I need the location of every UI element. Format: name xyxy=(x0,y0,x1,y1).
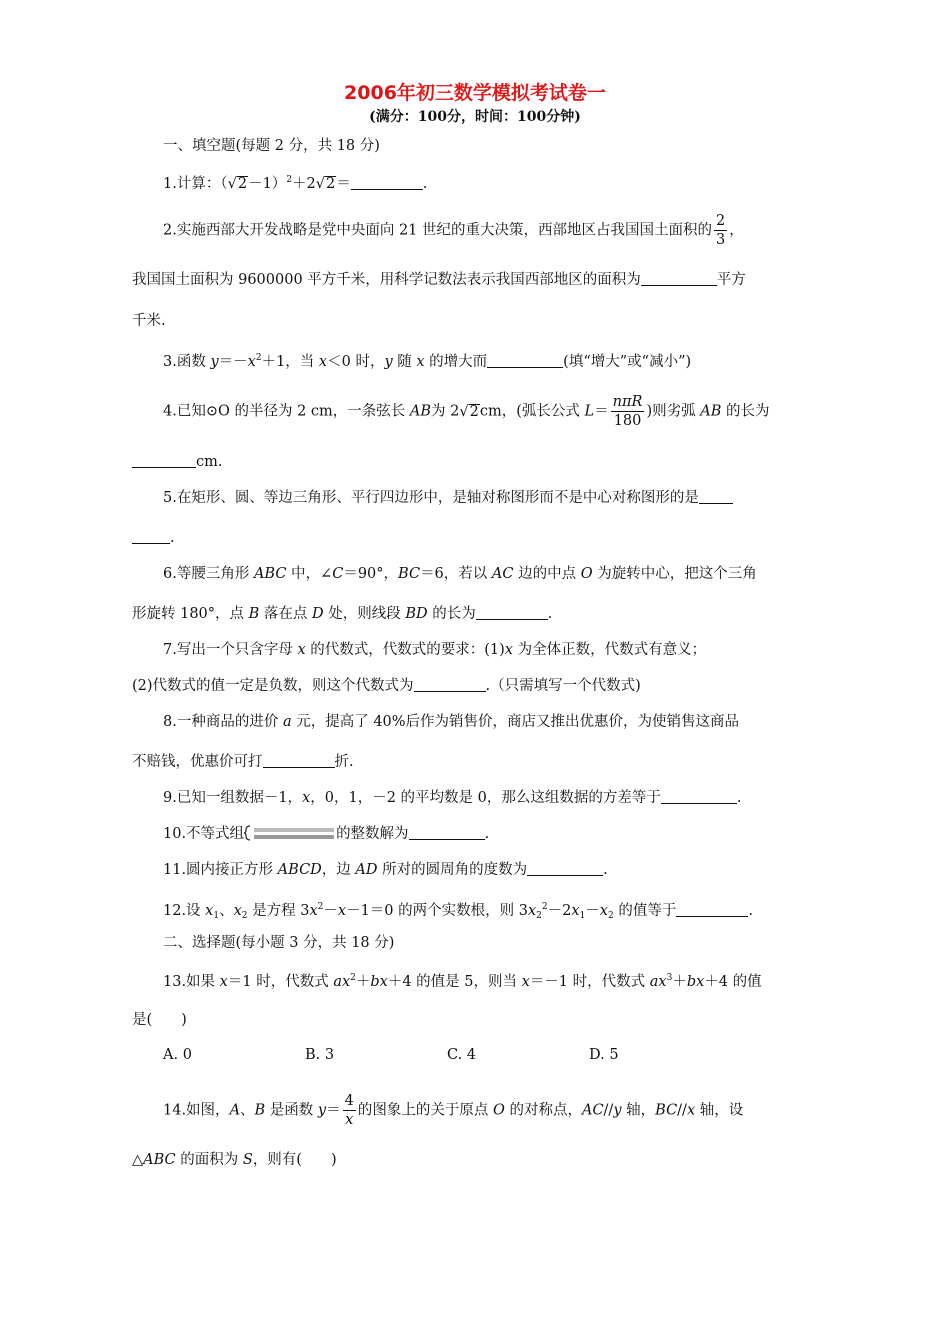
variable: a xyxy=(282,714,292,730)
variable: x xyxy=(571,903,580,919)
radicand: 2 xyxy=(469,403,479,420)
q8-text: 不赔钱，优惠价可打 xyxy=(132,754,263,770)
q1-text: －1） xyxy=(248,176,287,192)
q14-text: 轴， xyxy=(621,1102,656,1119)
q1-radicand: 2 xyxy=(326,176,336,192)
q3-text: 3.函数 xyxy=(163,354,211,370)
subscript: 2 xyxy=(607,911,614,921)
fraction-denominator: x xyxy=(345,1112,354,1128)
q3-text: ＋1，当 xyxy=(261,354,319,370)
q4-text: 为 2 xyxy=(431,403,460,420)
choice-c[interactable]: C. 4 xyxy=(447,1047,477,1063)
q10-text: 的整数解为 xyxy=(336,826,409,842)
q6-text: 为旋转中心，把这个三角 xyxy=(592,566,757,582)
exponent: 2 xyxy=(255,353,262,363)
question-8-line-2 xyxy=(132,752,354,772)
q3-text: 的增大而 xyxy=(424,354,488,370)
variable: AC xyxy=(491,566,514,582)
question-8 xyxy=(163,712,739,732)
q1-radicand: 2 xyxy=(237,176,248,192)
q12-text: －1＝0 的两个实数根，则 3 xyxy=(346,903,528,919)
question-2-line-3: 千米. xyxy=(132,313,166,329)
q14-text: 是函数 xyxy=(265,1102,318,1119)
fraction-denominator: 180 xyxy=(613,413,642,429)
q1-text: ＝ xyxy=(336,176,351,192)
variable: AC xyxy=(581,1102,604,1119)
variable: x xyxy=(302,790,311,806)
variable: x xyxy=(527,903,537,919)
sqrt-symbol: √2 xyxy=(459,403,479,420)
q6-text: ＝6，若以 xyxy=(420,566,492,582)
variable: D xyxy=(312,606,324,622)
subscript: 1 xyxy=(213,911,220,921)
question-9 xyxy=(163,788,741,808)
fraction-numerator: nπR xyxy=(612,394,643,410)
answer-blank[interactable] xyxy=(263,753,335,768)
q9-text: ，0，1，－2 的平均数是 0，那么这组数据的方差等于 xyxy=(310,790,661,806)
variable: x xyxy=(416,354,425,370)
q6-text: 形旋转 180°，点 xyxy=(132,606,249,622)
question-1 xyxy=(163,170,427,194)
sqrt-symbol: √2 xyxy=(315,176,336,192)
variable: y xyxy=(210,354,219,370)
q6-text: 处，则线段 xyxy=(323,606,406,622)
q6-text: 的长为 xyxy=(427,606,476,622)
variable: ax xyxy=(649,974,667,990)
q13-text: ＝－1 时，代数式 xyxy=(529,974,650,990)
q2-text: 我国国土面积为 9600000 平方千米，用科学记数法表示我国西部地区的面积为 xyxy=(132,272,641,288)
q14-text: 轴，设 xyxy=(695,1102,744,1119)
q7-text: 为全体正数，代数式有意义； xyxy=(512,642,707,658)
variable: O xyxy=(580,566,593,582)
q14-text: ，则有( ) xyxy=(252,1152,337,1168)
q4-text: )则劣弧 xyxy=(646,403,701,420)
question-4-line-2 xyxy=(132,452,222,472)
q8-text: 元，提高了 40%后作为销售价，商店又推出优惠价，为使销售这商品 xyxy=(291,714,740,730)
q12-text: － xyxy=(323,903,338,919)
question-10 xyxy=(163,824,489,844)
exponent: 2 xyxy=(541,902,548,912)
fraction-denominator: 3 xyxy=(716,232,726,248)
exponent: 2 xyxy=(350,973,356,983)
q6-text: 6.等腰三角形 xyxy=(163,566,254,582)
q13-text: ＋4 的值是 5，则当 xyxy=(387,974,522,990)
variable: A xyxy=(229,1102,241,1119)
q14-text: // xyxy=(603,1102,614,1119)
q1-text: 1.计算：（ xyxy=(163,176,228,192)
q1-text: . xyxy=(422,176,428,192)
answer-blank[interactable] xyxy=(661,789,737,804)
q7-text: .（只需填写一个代数式) xyxy=(485,678,641,694)
variable: x xyxy=(205,903,214,919)
variable: x xyxy=(521,974,530,990)
q14-text: ＝ xyxy=(326,1102,341,1119)
q12-text: . xyxy=(748,903,753,919)
answer-blank[interactable] xyxy=(641,271,717,286)
q13-text: ＋ xyxy=(355,974,371,990)
q7-text: 的代数式，代数式的要求：(1) xyxy=(305,642,505,658)
question-7-line-2 xyxy=(132,676,641,696)
q14-text: 的对称点， xyxy=(504,1102,582,1119)
fraction xyxy=(714,212,727,249)
q8-text: 折. xyxy=(334,754,354,770)
question-5-line-2 xyxy=(132,528,175,548)
variable: x xyxy=(599,903,608,919)
section-heading-fill-in: 一、填空题(每题 2 分，共 18 分) xyxy=(163,138,380,154)
q3-text: ＜0 时， xyxy=(327,354,385,370)
question-5 xyxy=(163,488,733,508)
q14-text: 的面积为 xyxy=(175,1152,243,1168)
q6-text: 落在点 xyxy=(259,606,313,622)
answer-blank[interactable] xyxy=(414,677,486,692)
exponent: 3 xyxy=(666,973,673,983)
q6-text: 中，∠ xyxy=(286,566,333,582)
answer-blank[interactable] xyxy=(132,453,196,468)
q11-text: 所对的圆周角的度数为 xyxy=(377,862,528,878)
choice-d[interactable]: D. 5 xyxy=(589,1047,619,1063)
variable: x xyxy=(686,1102,696,1119)
q10-text: 10.不等式组 xyxy=(163,826,245,842)
q12-text: － xyxy=(585,903,600,919)
q11-text: ，边 xyxy=(321,862,356,878)
variable: x xyxy=(233,903,242,919)
question-6 xyxy=(163,564,757,584)
q11-text: 11.圆内接正方形 xyxy=(163,862,278,878)
q12-text: 的值等于 xyxy=(613,903,677,919)
variable: B xyxy=(254,1102,266,1119)
variable: S xyxy=(242,1152,253,1168)
q7-text: 7.写出一个只含字母 xyxy=(163,642,298,658)
answer-blank[interactable] xyxy=(527,861,603,876)
page-subtitle: (满分：100分，时间：100分钟) xyxy=(369,109,581,125)
q4-text: cm. xyxy=(196,454,223,470)
q2-text: ， xyxy=(729,222,744,239)
inequality-system-image xyxy=(244,825,336,841)
q12-text: 12.设 xyxy=(163,903,206,919)
variable: O xyxy=(492,1102,505,1119)
q4-text: 4.已知⊙O 的半径为 2 cm，一条弦长 xyxy=(163,403,410,420)
variable: ABCD xyxy=(277,862,322,878)
q1-exponent: 2 xyxy=(286,175,293,185)
q1-text: ＋2 xyxy=(292,176,316,192)
fraction-numerator: 4 xyxy=(344,1093,354,1109)
q13-text: ＝1 时，代数式 xyxy=(227,974,334,990)
variable: C xyxy=(332,566,344,582)
subscript: 2 xyxy=(536,911,542,921)
variable: y xyxy=(317,1102,327,1119)
q3-text: (填“增大”或“减小”) xyxy=(563,354,692,370)
variable: ABC xyxy=(253,566,287,582)
fraction xyxy=(343,1092,356,1129)
section-heading-multiple-choice: 二、选择题(每小题 3 分，共 18 分) xyxy=(163,935,395,951)
choice-b[interactable]: B. 3 xyxy=(305,1047,335,1063)
sqrt-symbol: √2 xyxy=(227,176,248,192)
question-2-line-2 xyxy=(132,270,746,290)
question-13-line-2: 是( ) xyxy=(132,1012,187,1028)
q12-text: －2 xyxy=(547,903,572,919)
fraction-numerator: 2 xyxy=(716,213,726,229)
question-11 xyxy=(163,860,608,880)
variable: ABC xyxy=(143,1152,176,1168)
answer-blank[interactable] xyxy=(699,489,733,504)
variable: bx xyxy=(686,974,705,990)
q2-text: 平方 xyxy=(716,272,746,288)
q13-text: ＋4 的值 xyxy=(704,974,762,990)
variable: BD xyxy=(405,606,428,622)
variable: BC xyxy=(398,566,421,582)
q9-text: 9.已知一组数据－1， xyxy=(163,790,303,806)
q6-text: ＝90°， xyxy=(343,566,399,582)
variable: BC xyxy=(655,1102,678,1119)
fraction xyxy=(611,393,645,430)
q10-text: . xyxy=(484,826,490,842)
answer-blank[interactable] xyxy=(351,175,423,190)
variable: x xyxy=(297,642,306,658)
variable: L xyxy=(584,403,595,420)
q7-text: (2)代数式的值一定是负数，则这个代数式为 xyxy=(132,678,414,694)
answer-blank[interactable] xyxy=(409,825,485,840)
question-12 xyxy=(163,897,753,926)
q8-text: 8.一种商品的进价 xyxy=(163,714,283,730)
answer-blank[interactable] xyxy=(476,605,548,620)
question-2 xyxy=(163,212,744,249)
variable: AB xyxy=(409,403,432,420)
variable: y xyxy=(384,354,393,370)
q2-text: 2.实施西部大开发战略是党中央面向 21 世纪的重大决策，西部地区占我国国土面积的 xyxy=(163,222,713,239)
question-4 xyxy=(163,393,769,430)
q14-text: 、 xyxy=(240,1102,255,1119)
q9-text: . xyxy=(736,790,742,806)
variable: AD xyxy=(355,862,378,878)
q5-text: 5.在矩形、圆、等边三角形、平行四边形中，是轴对称图形而不是中心对称图形的是 xyxy=(163,490,699,506)
variable: x xyxy=(309,903,318,919)
question-14 xyxy=(163,1092,743,1129)
subscript: 1 xyxy=(579,911,586,921)
answer-blank[interactable] xyxy=(132,529,170,544)
subscript: 2 xyxy=(241,911,248,921)
answer-blank[interactable] xyxy=(676,902,748,917)
q4-text: ＝ xyxy=(594,403,609,420)
variable: bx xyxy=(370,974,388,990)
variable: ax xyxy=(333,974,351,990)
question-3 xyxy=(163,348,691,372)
q12-text: 是方程 3 xyxy=(247,903,310,919)
variable: x xyxy=(337,903,347,919)
question-7 xyxy=(163,640,706,660)
variable: x xyxy=(219,974,228,990)
q14-text: △ xyxy=(132,1152,144,1168)
variable: x xyxy=(247,354,256,370)
q12-text: 、 xyxy=(219,903,234,919)
question-13 xyxy=(163,968,762,992)
q14-text: 14.如图， xyxy=(163,1102,230,1119)
q13-text: 13.如果 xyxy=(163,974,220,990)
exponent: 2 xyxy=(317,902,324,912)
q4-text: cm，(弧长公式 xyxy=(479,403,585,420)
variable: x xyxy=(504,642,513,658)
q11-text: . xyxy=(603,862,608,878)
page-title: 2006年初三数学模拟考试卷一 xyxy=(344,82,606,104)
variable: x xyxy=(318,354,328,370)
q13-text: ＋ xyxy=(672,974,687,990)
q5-text: . xyxy=(170,530,175,546)
question-6-line-2 xyxy=(132,604,552,624)
variable: y xyxy=(613,1102,622,1119)
q14-text: 的图象上的关于原点 xyxy=(357,1102,493,1119)
q3-text: ＝－ xyxy=(218,354,248,370)
q6-text: 边的中点 xyxy=(513,566,581,582)
q14-text: // xyxy=(677,1102,687,1119)
choice-a[interactable]: A. 0 xyxy=(163,1047,192,1063)
answer-blank[interactable] xyxy=(487,353,563,368)
variable: AB xyxy=(700,403,722,420)
q6-text: . xyxy=(547,606,553,622)
q3-text: 随 xyxy=(392,354,417,370)
q4-text: 的长为 xyxy=(721,403,770,420)
variable: B xyxy=(248,606,260,622)
question-14-line-2 xyxy=(132,1150,337,1170)
